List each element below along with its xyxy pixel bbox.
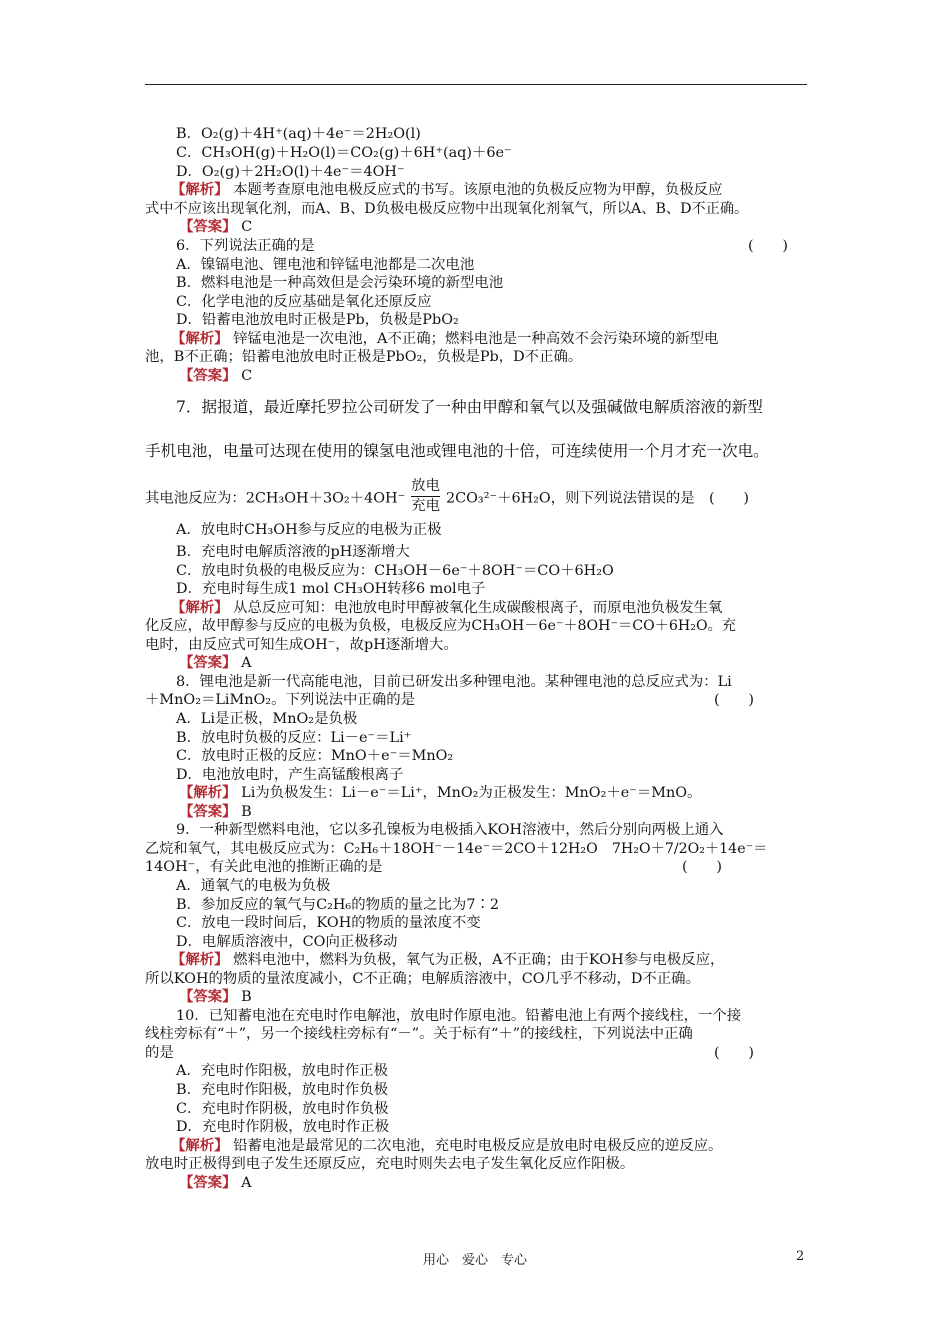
q9-option-b: B．参加反应的氧气与C₂H₆的物质的量之比为7∶2 (176, 897, 500, 913)
q10-analysis-line1: 【解析】 铅蓄电池是最常见的二次电池，充电时电极反应是放电时电极反应的逆反应。 (171, 1137, 723, 1154)
q7-option-c: C．放电时负极的电极反应为：CH₃OH－6e⁻＋8OH⁻＝CO＋6H₂O (176, 563, 614, 579)
q9-answer: 【答案】 B (179, 988, 252, 1005)
q7-stem-line2: 手机电池，电量可达现在使用的镍氢电池或锂电池的十倍，可连续使用一个月才充一次电。 (145, 442, 769, 460)
arrow-bottom-label: 充电 (411, 498, 440, 514)
q8-answer: 【答案】 B (179, 803, 252, 820)
q9-stem-line2: 乙烷和氧气，其电极反应式为：C₂H₆＋18OH⁻－14e⁻＝2CO＋12H₂O 7H₂O＋7/2O₂＋14e⁻＝ (145, 841, 768, 857)
q7-stem-line1: 7．据报道，最近摩托罗拉公司研发了一种由甲醇和氧气以及强碱做电解质溶液的新型 (176, 398, 763, 416)
q7-option-a: A．放电时CH₃OH参与反应的电极为正极 (176, 522, 442, 538)
q8-option-b: B．放电时负极的反应：Li－e⁻＝Li⁺ (176, 730, 412, 746)
analysis-tag: 【解析】 (171, 1137, 229, 1154)
q6-answer-blank: ( ) (748, 238, 789, 254)
q8-analysis-line1: 【解析】 Li为负极发生：Li－e⁻＝Li⁺，MnO₂为正极发生：MnO₂＋e⁻＝MnO。 (179, 784, 702, 801)
header-rule (145, 84, 807, 85)
answer-tag: 【答案】 (179, 1174, 237, 1191)
q9-answer-blank: ( ) (682, 859, 723, 875)
reversible-arrow (411, 478, 440, 515)
q9-stem-line3: 14OH⁻，有关此电池的推断正确的是 (145, 859, 383, 875)
analysis-tag: 【解析】 (179, 784, 237, 801)
answer-tag: 【答案】 (179, 218, 237, 235)
q6-answer: 【答案】 C (179, 367, 253, 384)
answer-tag: 【答案】 (179, 367, 237, 384)
q7-stem-line3: 其电池反应为：2CH₃OH＋3O₂＋4OH⁻ $\frac{\text{放电}}{\text{充电}}$ 2CO₃²⁻＋6H₂O，则下列说法错误的是 ( ) (145, 478, 750, 514)
answer-tag: 【答案】 (179, 654, 237, 671)
q6-analysis-line2: 池，B不正确；铅蓄电池放电时正极是PbO₂，负极是Pb，D不正确。 (145, 349, 583, 365)
q9-stem-line1: 9．一种新型燃料电池，它以多孔镍板为电极插入KOH溶液中，然后分别向两极上通入 (176, 822, 724, 838)
arrow-top-label: 放电 (411, 478, 440, 494)
analysis-tag: 【解析】 (171, 951, 229, 968)
q9-analysis-line1: 【解析】 燃料电池中，燃料为负极，氧气为正极，A不正确；由于KOH参与电极反应， (171, 951, 725, 968)
q9-option-c: C．放电一段时间后，KOH的物质的量浓度不变 (176, 915, 481, 931)
q9-option-d: D．电解质溶液中，CO向正极移动 (176, 934, 398, 950)
q8-option-d: D．电池放电时，产生高锰酸根离子 (176, 767, 404, 783)
q8-stem-line2: ＋MnO₂＝LiMnO₂。下列说法中正确的是 (145, 692, 415, 708)
page-footer: 用心 爱心 专心 (422, 1253, 527, 1268)
q6-option-b: B．燃料电池是一种高效但是会污染环境的新型电池 (176, 275, 504, 291)
page-number: 2 (796, 1249, 805, 1264)
analysis-tag: 【解析】 (171, 181, 229, 198)
q10-option-c: C．充电时作阴极，放电时作负极 (176, 1101, 389, 1117)
answer-tag: 【答案】 (179, 803, 237, 820)
q10-stem-line2: 线柱旁标有“＋”，另一个接线柱旁标有“－”。关于标有“＋”的接线柱，下列说法中正确 (145, 1026, 693, 1042)
analysis-tag: 【解析】 (171, 599, 229, 616)
q5-analysis-line2: 式中不应该出现氧化剂，而A、B、D负极电极反应物中出现氧化剂氧气，所以A、B、D不正确。 (145, 201, 749, 217)
q9-option-a: A．通氧气的电极为负极 (176, 878, 331, 894)
q10-answer: 【答案】 A (179, 1174, 252, 1191)
q6-option-c: C．化学电池的反应基础是氧化还原反应 (176, 294, 432, 310)
q8-stem-line1: 8．锂电池是新一代高能电池，目前已研发出多种锂电池。某种锂电池的总反应式为：Li (176, 674, 732, 690)
answer-tag: 【答案】 (179, 988, 237, 1005)
q8-option-a: A．Li是正极，MnO₂是负极 (176, 711, 358, 727)
q8-option-c: C．放电时正极的反应：MnO＋e⁻＝MnO₂ (176, 748, 454, 764)
q5-option-d: D．O₂(g)＋2H₂O(l)＋4e⁻＝4OH⁻ (176, 164, 405, 180)
q10-stem-line1: 10．已知蓄电池在充电时作电解池，放电时作原电池。铅蓄电池上有两个接线柱，一个接 (176, 1008, 742, 1024)
q6-stem: 6．下列说法正确的是 (176, 238, 315, 254)
q7-analysis-line1: 【解析】 从总反应可知：电池放电时甲醇被氧化生成碳酸根离子，而原电池负极发生氧 (171, 599, 723, 616)
q6-option-d: D．铅蓄电池放电时正极是Pb，负极是PbO₂ (176, 312, 459, 328)
q5-analysis-line1: 【解析】 本题考查原电池电极反应式的书写。该原电池的负极反应物为甲醇，负极反应 (171, 181, 723, 198)
analysis-tag: 【解析】 (171, 330, 229, 347)
q7-analysis-line3: 电时，由反应式可知生成OH⁻，故pH逐渐增大。 (145, 637, 458, 653)
q10-option-b: B．充电时作阳极，放电时作负极 (176, 1082, 389, 1098)
q6-analysis-line1: 【解析】 锌锰电池是一次电池，A不正确；燃料电池是一种高效不会污染环境的新型电 (171, 330, 719, 347)
q8-answer-blank: ( ) (714, 692, 755, 708)
q10-stem-line3: 的是 (145, 1045, 174, 1061)
q5-option-c: C．CH₃OH(g)＋H₂O(l)＝CO₂(g)＋6H⁺(aq)＋6e⁻ (176, 145, 512, 161)
q5-option-b: B．O₂(g)＋4H⁺(aq)＋4e⁻＝2H₂O(l) (176, 126, 421, 142)
q7-analysis-line2: 化反应，故甲醇参与反应的电极为负极，电极反应为CH₃OH－6e⁻＋8OH⁻＝CO＋6H₂O。充 (145, 618, 736, 634)
q7-answer: 【答案】 A (179, 654, 252, 671)
q6-option-a: A．镍镉电池、锂电池和锌锰电池都是二次电池 (176, 257, 475, 273)
q10-answer-blank: ( ) (714, 1045, 755, 1061)
q5-answer: 【答案】 C (179, 218, 253, 235)
q7-option-d: D．充电时每生成1 mol CH₃OH转移6 mol电子 (176, 581, 486, 597)
q10-option-d: D．充电时作阴极，放电时作正极 (176, 1119, 390, 1135)
q10-analysis-line2: 放电时正极得到电子发生还原反应，充电时则失去电子发生氧化反应作阳极。 (145, 1156, 635, 1172)
q10-option-a: A．充电时作阳极，放电时作正极 (176, 1063, 388, 1079)
q7-option-b: B．充电时电解质溶液的pH逐渐增大 (176, 544, 410, 560)
q9-analysis-line2: 所以KOH的物质的量浓度减小，C不正确；电解质溶液中，CO几乎不移动，D不正确。 (145, 971, 700, 987)
